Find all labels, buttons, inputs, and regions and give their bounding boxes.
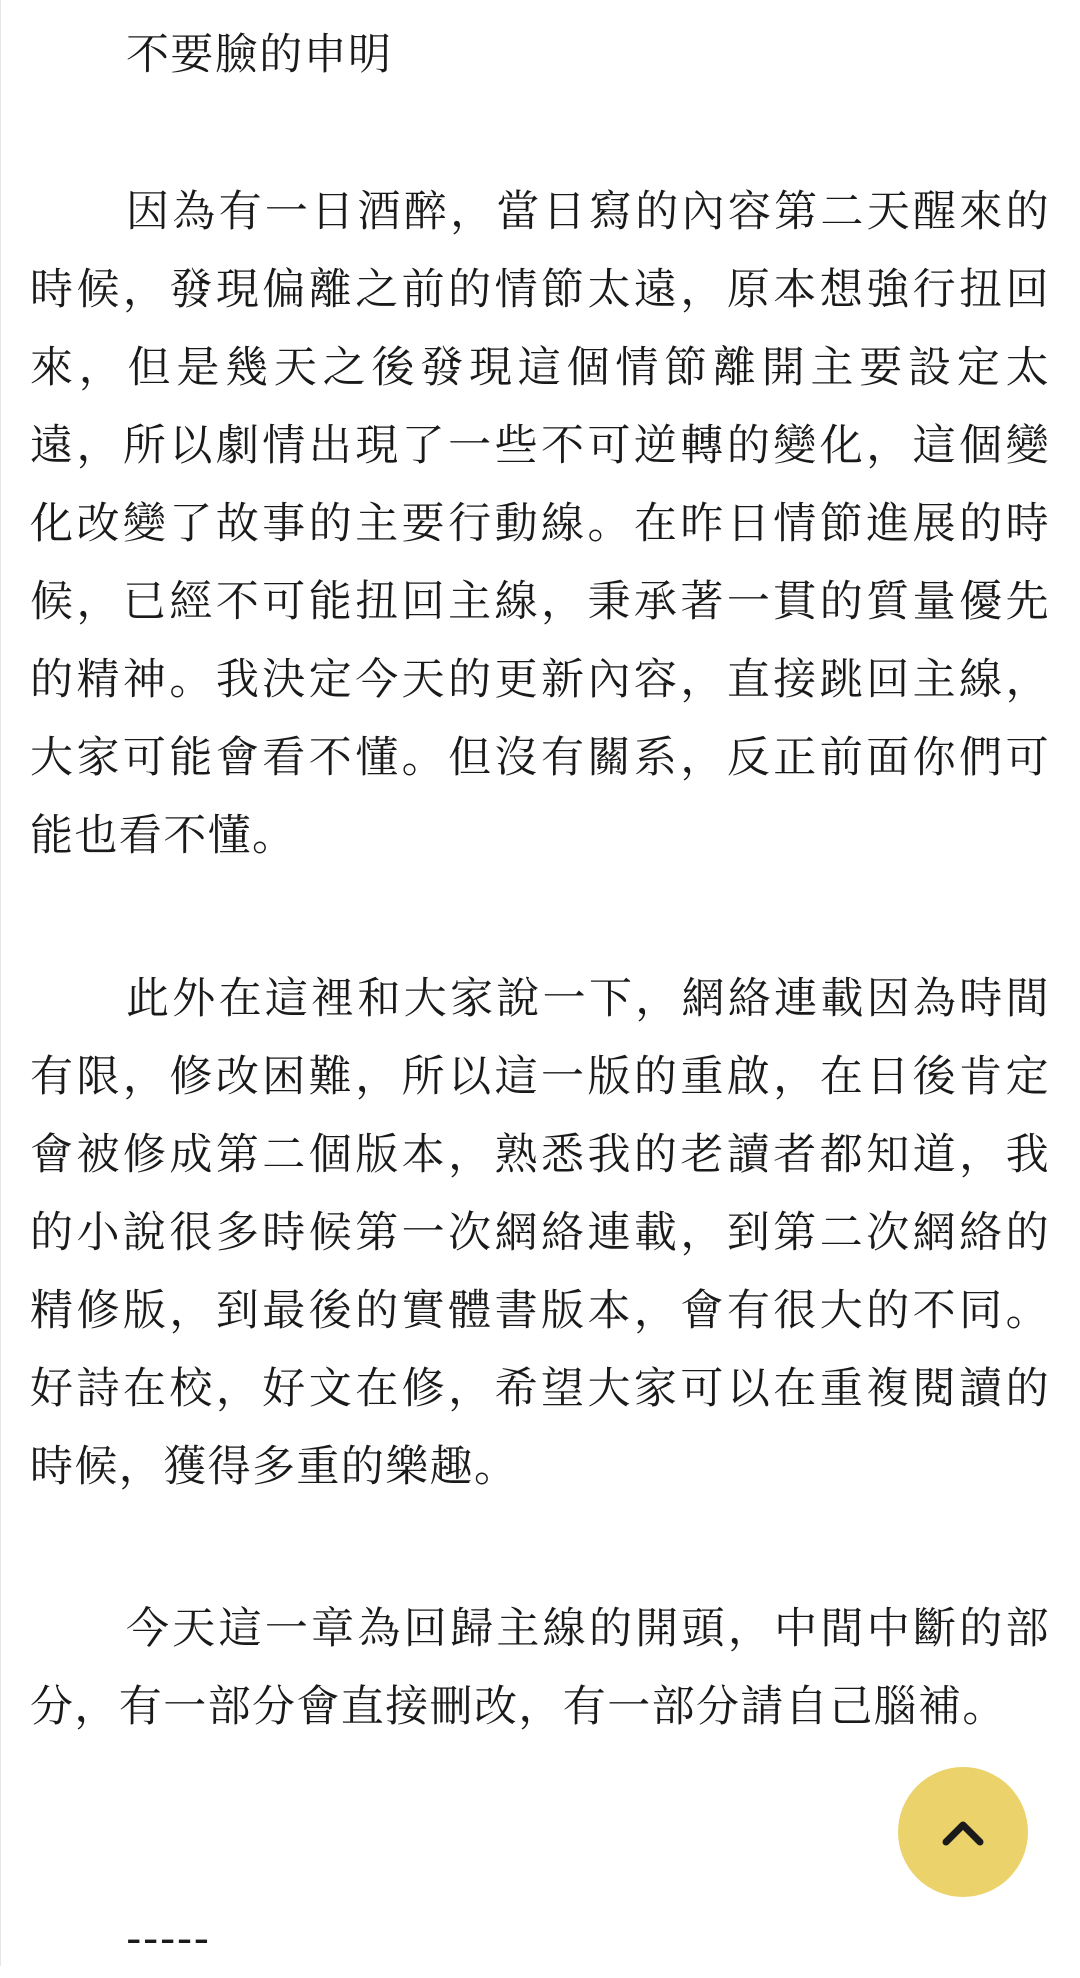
- article-title: 不要臉的申明: [126, 30, 393, 80]
- chevron-up-icon: [941, 1817, 985, 1847]
- page-edge: [0, 0, 1, 1966]
- back-to-top-button[interactable]: [898, 1767, 1028, 1897]
- separator-line: -----: [126, 1914, 211, 1964]
- paragraph-2: 此外在這裡和大家說一下，網絡連載因為時間有限，修改困難，所以這一版的重啟，在日後肯定會被修成第二個版本，熟悉我的老讀者都知道，我的小說很多時候第一次網絡連載，到第二次網絡的精修版，到最後的實體書版本，會有很大的不同。好詩在校，好文在修，希望大家可以在重複閱讀的時候，獲得多重的樂趣。: [30, 974, 1050, 1492]
- paragraph-1: 因為有一日酒醉，當日寫的內容第二天醒來的時候，發現偏離之前的情節太遠，原本想強行扭回來，但是幾天之後發現這個情節離開主要設定太遠，所以劇情出現了一些不可逆轉的變化，這個變化改變了故事的主要行動線。在昨日情節進展的時候，已經不可能扭回主線，秉承著一貫的質量優先的精神。我決定今天的更新內容，直接跳回主線，大家可能會看不懂。但沒有關系，反正前面你們可能也看不懂。: [30, 187, 1050, 861]
- paragraph-3: 今天這一章為回歸主線的開頭，中間中斷的部分，有一部分會直接刪改，有一部分請自己腦補。: [30, 1604, 1050, 1732]
